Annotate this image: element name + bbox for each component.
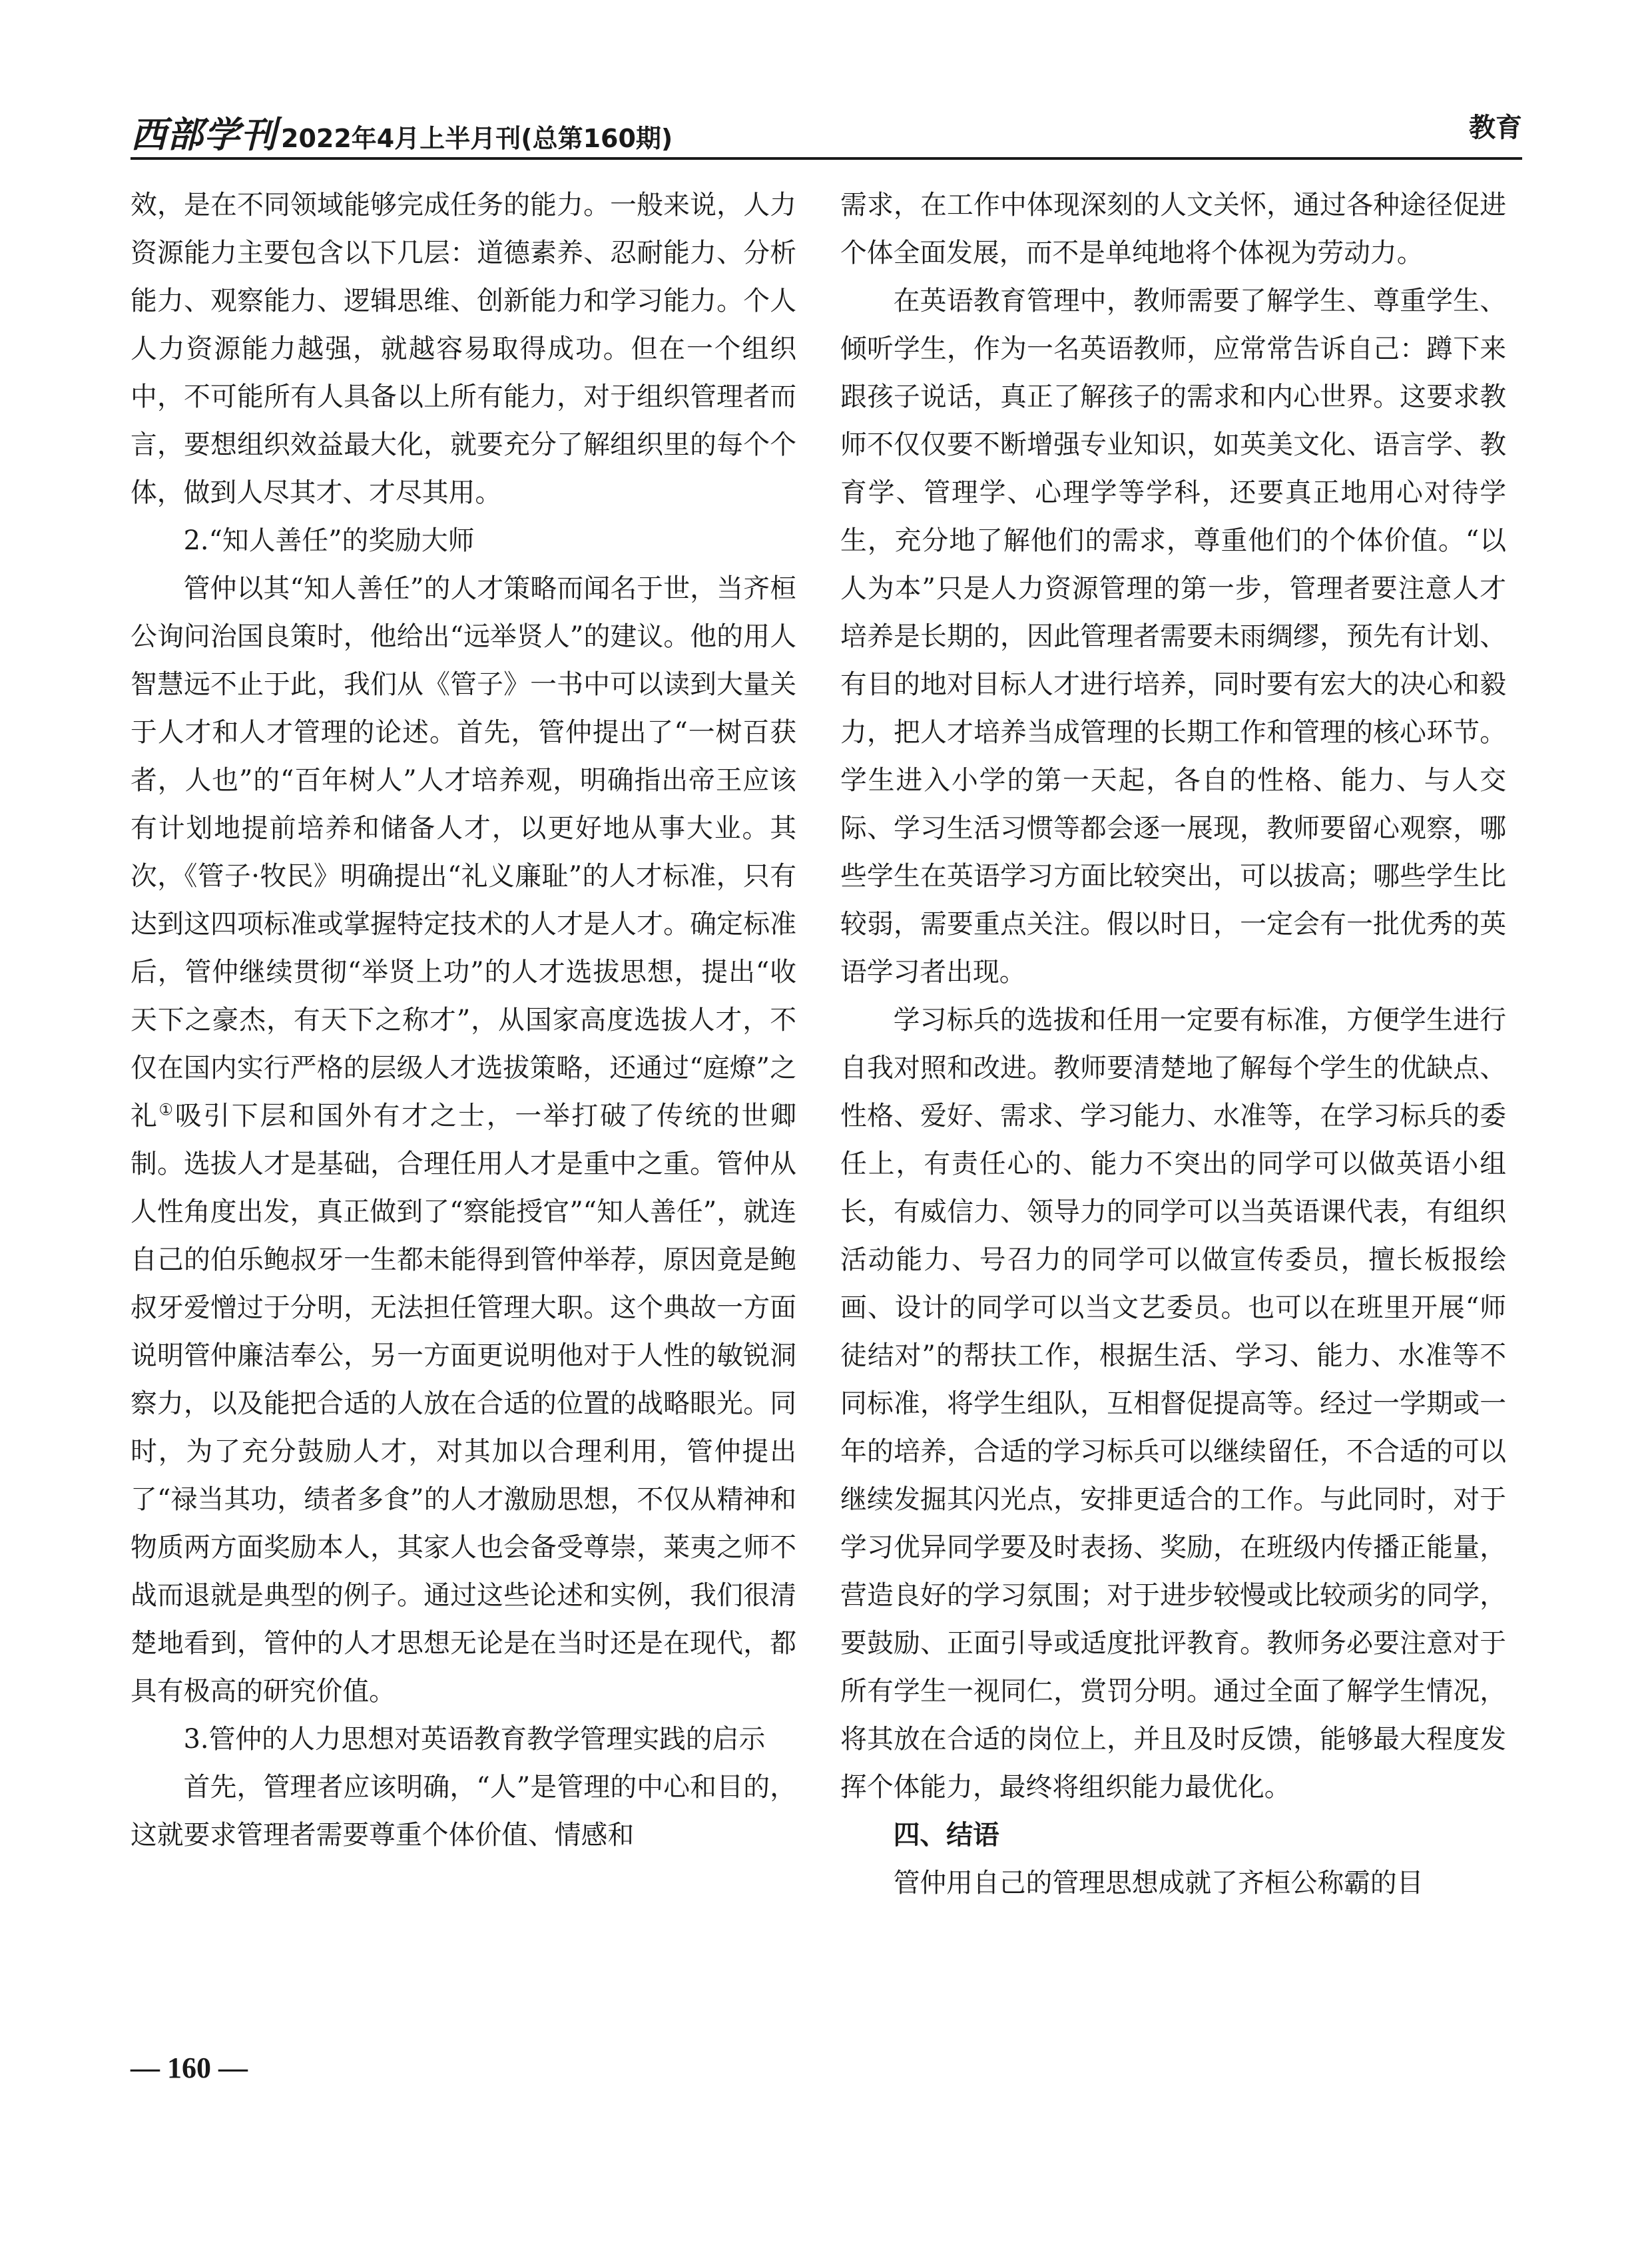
footnote-marker: ① [158,1100,175,1119]
running-header [131,107,1522,160]
section-label: 教育 [1469,113,1522,143]
paragraph-text: 管仲以其“知人善任”的人才策略而闻名于世，当齐桓公询问治国良策时，他给出“远举贤人”的建议。他的用人智慧远不止于此，我们从《管子》一书中可以读到大量关于人才和人才管理的论述。首先，管仲提出了“一树百获者，人也”的“百年树人”人才培养观，明确指出帝王应该有计划地提前培养和储备人才，以更好地从事大业。其次，《管子·牧民》明确提出“礼义廉耻”的人才标准，只有达到这四项标准或掌握特定技术的人才是人才。确定标准后，管仲继续贯彻“举贤上功”的人才选拔思想，提出“收天下之豪杰，有天下之称才”，从国家高度选拔人才，不仅在国内实行严格的层级人才选拔策略，还通过“庭燎”之礼 [131,573,796,1131]
journal-logo: 西部学刊 [131,115,277,155]
paragraph-text: 吸引下层和国外有才之士，一举打破了传统的世卿制。选拔人才是基础，合理任用人才是重中之重。管仲从人性角度出发，真正做到了“察能授官”“知人善任”，就连自己的伯乐鲍叔牙一生都未能得到管仲举荐，原因竟是鲍叔牙爱憎过于分明，无法担任管理大职。这个典故一方面说明管仲廉洁奉公，另一方面更说明他对于人性的敏锐洞察力，以及能把合适的人放在合适的位置的战略眼光。同时，为了充分鼓励人才，对其加以合理利用，管仲提出了“禄当其功，绩者多食”的人才激励思想，不仅从精神和物质两方面奖励本人，其家人也会备受尊崇，莱夷之师不战而退就是典型的例子。通过这些论述和实例，我们很清楚地看到，管仲的人才思想无论是在当时还是在现代，都具有极高的研究价值。 [131,1101,797,1707]
section-heading: 3.管仲的人力思想对英语教育教学管理实践的启示 [183,1724,766,1755]
right-column [840,181,1506,1907]
masthead [131,107,673,158]
paragraph: 需求，在工作中体现深刻的人文关怀，通过各种途径促进个体全面发展，而不是单纯地将个体视为劳动力。 [840,190,1506,268]
paragraph: 首先，管理者应该明确，“人”是管理的中心和目的，这就要求管理者需要尊重个体价值、情感和 [131,1772,796,1850]
left-column [131,181,796,1859]
paragraph [131,565,796,1715]
paragraph: 学习标兵的选拔和任用一定要有标准，方便学生进行自我对照和改进。教师要清楚地了解每个学生的优缺点、性格、爱好、需求、学习能力、水准等，在学习标兵的委任上，有责任心的、能力不突出的同学可以做英语小组长，有威信力、领导力的同学可以当英语课代表，有组织活动能力、号召力的同学可以做宣传委员，擅长板报绘画、设计的同学可以当文艺委员。也可以在班里开展“师徒结对”的帮扶工作，根据生活、学习、能力、水准等不同标准，将学生组队，互相督促提高等。经过一学期或一年的培养，合适的学习标兵可以继续留任，不合适的可以继续发掘其闪光点，安排更适合的工作。与此同时，对于学习优异同学要及时表扬、奖励，在班级内传播正能量，营造良好的学习氛围；对于进步较慢或比较顽劣的同学，要鼓励、正面引导或适度批评教育。教师务必要注意对于所有学生一视同仁，赏罚分明。通过全面了解学生情况，将其放在合适的岗位上，并且及时反馈，能够最大程度发挥个体能力，最终将组织能力最优化。 [840,1005,1506,1803]
paragraph: 效，是在不同领域能够完成任务的能力。一般来说，人力资源能力主要包含以下几层：道德素养、忍耐能力、分析能力、观察能力、逻辑思维、创新能力和学习能力。个人人力资源能力越强，就越容易取得成功。但在一个组织中，不可能所有人具备以上所有能力，对于组织管理者而言，要想组织效益最大化，就要充分了解组织里的每个个体，做到人尽其才、才尽其用。 [131,190,796,508]
section-heading: 四、结语 [893,1820,999,1850]
page-number: — 160 — [131,2052,248,2084]
paragraph: 管仲用自己的管理思想成就了齐桓公称霸的目 [893,1868,1424,1898]
paragraph: 在英语教育管理中，教师需要了解学生、尊重学生、倾听学生，作为一名英语教师，应常常告诉自己：蹲下来跟孩子说话，真正了解孩子的需求和内心世界。这要求教师不仅仅要不断增强专业知识，如英美文化、语言学、教育学、管理学、心理学等学科，还要真正地用心对待学生，充分地了解他们的需求，尊重他们的个体价值。“以人为本”只是人力资源管理的第一步，管理者要注意人才培养是长期的，因此管理者需要未雨绸缪，预先有计划、有目的地对目标人才进行培养，同时要有宏大的决心和毅力，把人才培养当成管理的长期工作和管理的核心环节。学生进入小学的第一天起，各自的性格、能力、与人交际、学习生活习惯等都会逐一展现，教师要留心观察，哪些学生在英语学习方面比较突出，可以拔高；哪些学生比较弱，需要重点关注。假以时日，一定会有一批优秀的英语学习者出现。 [840,286,1506,987]
section-heading: 2.“知人善任”的奖励大师 [183,525,475,556]
issue-info: 2022年4月上半月刊(总第160期) [281,124,673,153]
